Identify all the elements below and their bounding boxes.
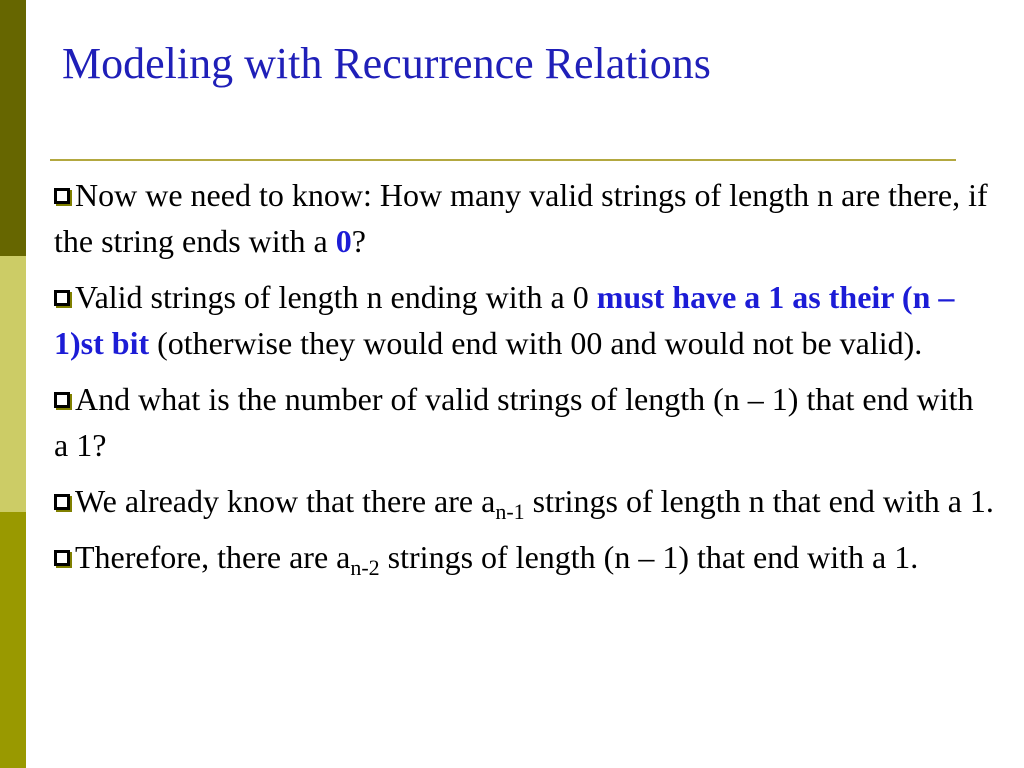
hollow-square-bullet-icon: [54, 290, 70, 306]
bullet-4-subscript: n-1: [495, 499, 525, 524]
bullet-2-highlight: must have a 1 as their (n – 1)st bit: [54, 279, 955, 361]
hollow-square-bullet-icon: [54, 494, 70, 510]
bullet-5-text: Therefore, there are a: [75, 539, 351, 575]
hollow-square-bullet-icon: [54, 188, 70, 204]
sidebar-stripe-middle: [0, 256, 26, 512]
bullet-5-subscript: n-2: [350, 555, 380, 580]
bullet-item-2: [54, 274, 994, 366]
slide-title: Modeling with Recurrence Relations: [62, 39, 711, 88]
title-divider: [50, 159, 956, 161]
bullet-item-4: [54, 478, 994, 524]
bullet-2-text: Valid strings of length n ending with a 0: [75, 279, 597, 315]
slide-body: [54, 172, 994, 590]
bullet-3-text: And what is the number of valid strings of length (n – 1) that end with a 1?: [54, 381, 974, 463]
bullet-5-text-end: strings of length (n – 1) that end with a 1.: [379, 539, 919, 575]
bullet-4-text-end: strings of length n that end with a 1.: [524, 483, 994, 519]
sidebar-stripe-bottom: [0, 512, 26, 768]
bullet-2-text-end: (otherwise they would end with 00 and would not be valid).: [149, 325, 923, 361]
bullet-item-3: [54, 376, 994, 468]
bullet-1-text-end: ?: [351, 223, 366, 259]
hollow-square-bullet-icon: [54, 392, 70, 408]
bullet-4-text: We already know that there are a: [75, 483, 496, 519]
bullet-1-text: Now we need to know: How many valid strings of length n are there, if the string ends with a: [54, 177, 988, 259]
sidebar-stripe-top: [0, 0, 26, 256]
bullet-1-highlight: 0: [335, 223, 352, 259]
hollow-square-bullet-icon: [54, 550, 70, 566]
bullet-item-1: [54, 172, 994, 264]
bullet-item-5: [54, 534, 994, 580]
